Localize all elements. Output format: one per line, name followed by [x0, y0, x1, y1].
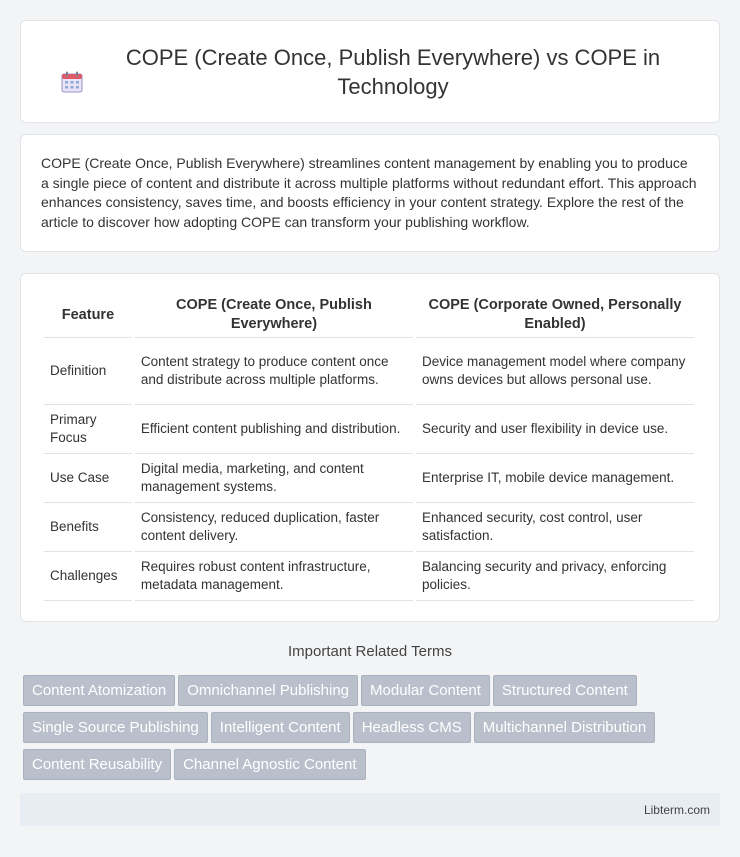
- related-terms-title: Important Related Terms: [288, 643, 452, 660]
- related-term-tag[interactable]: Channel Agnostic Content: [174, 749, 365, 780]
- title-wrap: [60, 43, 680, 101]
- table-row: [44, 454, 694, 503]
- footer-brand-link[interactable]: Libterm.com: [643, 803, 710, 817]
- title-card: [20, 20, 720, 123]
- related-term-tag[interactable]: Structured Content: [493, 675, 637, 706]
- table-cell: Content strategy to produce content once and distribute across multiple platforms.: [135, 338, 413, 405]
- related-term-tag[interactable]: Omnichannel Publishing: [178, 675, 358, 706]
- table-cell: Security and user flexibility in device use.: [416, 405, 694, 454]
- calendar-icon: [60, 70, 84, 94]
- related-terms-list: [23, 675, 723, 786]
- intro-card: [20, 134, 720, 252]
- table-header-cell: COPE (Create Once, Publish Everywhere): [135, 292, 413, 338]
- related-term-tag[interactable]: Multichannel Distribution: [474, 712, 655, 743]
- comparison-table-card: [20, 273, 720, 622]
- table-cell: Balancing security and privacy, enforcing policies.: [416, 552, 694, 601]
- table-cell: Device management model where company owns devices but allows personal use.: [416, 338, 694, 405]
- related-term-tag[interactable]: Headless CMS: [353, 712, 471, 743]
- comparison-table: [41, 292, 697, 601]
- table-cell: Definition: [44, 338, 132, 405]
- table-header-row: [44, 292, 694, 338]
- related-term-tag[interactable]: Modular Content: [361, 675, 490, 706]
- related-term-tag[interactable]: Content Atomization: [23, 675, 175, 706]
- table-cell: Challenges: [44, 552, 132, 601]
- table-row: [44, 503, 694, 552]
- table-cell: Efficient content publishing and distribution.: [135, 405, 413, 454]
- page-title: COPE (Create Once, Publish Everywhere) vs COPE in Technology: [125, 44, 661, 99]
- table-cell: Digital media, marketing, and content management systems.: [135, 454, 413, 503]
- table-cell: Benefits: [44, 503, 132, 552]
- table-row: [44, 405, 694, 454]
- related-term-tag[interactable]: Single Source Publishing: [23, 712, 208, 743]
- table-cell: Consistency, reduced duplication, faster content delivery.: [135, 503, 413, 552]
- table-header-cell: Feature: [44, 292, 132, 338]
- table-cell: Use Case: [44, 454, 132, 503]
- table-cell: Enterprise IT, mobile device management.: [416, 454, 694, 503]
- footer: [20, 793, 720, 826]
- related-term-tag[interactable]: Content Reusability: [23, 749, 171, 780]
- intro-paragraph: COPE (Create Once, Publish Everywhere) streamlines content management by enabling you to produce a single piece of content and distribute it across multiple platforms without redundant effort. This approach enhances consistency, saves time, and boosts efficiency in your content strategy. Explore the rest of the article to discover how adopting COPE can transform your publishing workflow.: [41, 155, 697, 230]
- table-header-cell: COPE (Corporate Owned, Personally Enabled): [416, 292, 694, 338]
- table-cell: Enhanced security, cost control, user satisfaction.: [416, 503, 694, 552]
- table-cell: Requires robust content infrastructure, metadata management.: [135, 552, 413, 601]
- related-term-tag[interactable]: Intelligent Content: [211, 712, 350, 743]
- table-cell: Primary Focus: [44, 405, 132, 454]
- table-row: [44, 338, 694, 405]
- table-row: [44, 552, 694, 601]
